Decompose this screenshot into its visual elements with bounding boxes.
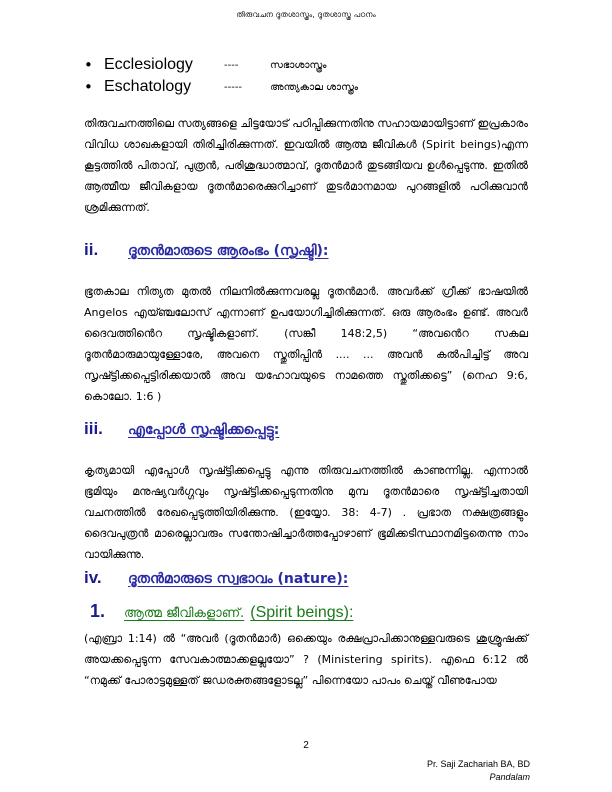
author-name: Pr. Saji Zachariah BA, BD: [426, 759, 530, 769]
list-item: [84, 76, 544, 98]
bullet-definition: അന്ത്യകാല ശാസ്ത്രം: [270, 81, 359, 93]
bullet-term: Ecclesiology: [104, 56, 193, 73]
paragraph-text: (എബ്രാ 1:14) ൽ “അവർ (ദൂതൻമാർ) ഒക്കെയും രക്ഷപ്രാപിക്കാനുള്ളവരുടെ ശുശ്രൂഷക്ക് അയക്കപ്പെടുന്ന സേവകാത്മാക്കളല്ലയോ” ? (Ministering spirits). എഫെ 6:12 ൽ “നമുക്ക് പോരാട്ടമുള്ളത് ജഡരക്തങ്ങളോടല്ല” പിന്നെയോ പാപം ചെയ്ത് വീണുപോയ: [84, 632, 528, 687]
bullet-dash: -----: [224, 81, 243, 93]
section-number: ii.: [84, 240, 99, 259]
paragraph-text: തിരുവചനത്തിലെ സത്യങ്ങളെ ചിട്ടയോട് പഠിപ്പിക്കുന്നതിനു സഹായമായിട്ടാണ് ഇപ്രകാരം വിവിധ ശാഖകളായി തിരിച്ചിരിക്കുന്നത്. ഇവയിൽ ആത്മ ജീവികൾ (Spirit beings)എന്ന കൂട്ടത്തിൽ പിതാവ്, പുത്രൻ, പരിശുദ്ധാത്മാവ്, ദൂതൻമാർ തുടങ്ങിയവ ഉൾപ്പെടുന്നു. ഇതിൽ ആത്മീയ ജീവികളായ ദൂതൻമാരെക്കുറിച്ചാണ് തുടർമാനമായ പുറങ്ങളിൽ പഠിക്കുവാൻ ശ്രമിക്കുന്നത്.: [84, 117, 528, 214]
bullet-term: Eschatology: [104, 78, 192, 95]
running-header: തിരുവചന ദൂതശാസ്ത്രം, ദൂതശാസ്ത്ര പഠനം: [236, 10, 376, 19]
section-number: iii.: [84, 419, 103, 438]
section-title: എപ്പോൾ സൃഷ്ടിക്കപ്പെട്ടു:: [128, 422, 280, 438]
bullet-icon: •: [84, 56, 93, 74]
origin-paragraph: [84, 281, 528, 407]
subsection-number: 1.: [90, 601, 106, 621]
subsection-heading-spirit-beings: [90, 601, 353, 622]
bullet-definition: സഭാശാസ്ത്രം: [270, 59, 327, 71]
section-number: iv.: [84, 568, 102, 587]
section-heading-when-created: [84, 419, 279, 439]
page-number: 2: [303, 740, 309, 751]
spirit-beings-paragraph: [84, 628, 528, 691]
list-item: [84, 54, 544, 76]
bullet-dash: ----: [224, 59, 239, 71]
paragraph-text: കൃത്യമായി എപ്പോൾ സൃഷ്ട്ടിക്കപ്പെട്ടു എന്നു തിരുവചനത്തിൽ കാണുന്നില്ല. എന്നാൽ ഭൂമിയും മനുഷ്യവർഗ്ഗവും സൃഷ്ട്ടിക്കപ്പെടുന്നതിനു മുമ്പ ദൂതൻമാരെ സൃഷ്ട്ടിച്ചതായി വചനത്തിൽ രേഖപ്പെടുത്തിയിരിക്കുന്നു. (ഇയ്യോ. 38: 4-7) . പ്രഭാത നക്ഷത്രങ്ങളും ദൈവപുത്രൻ മാരെല്ലാവരും സന്തോഷിച്ചാർത്തപ്പോഴാണ് ഭൂമിക്കടിസ്ഥാനമിട്ടതെന്നു നാം വായിക്കുന്നു.: [84, 464, 528, 561]
paragraph-text: ഭൂതകാല നിത്യത മുതൽ നിലനിൽക്കുന്നവരല്ല ദൂതൻമാർ. അവർക്ക് ഗ്രീക്ക് ഭാഷയിൽ Angelos എയ്ഞ്ചലോസ് എന്നാണ് ഉപയോഗിച്ചിരിക്കുന്നത്. ഒരു ആരംഭം ഉണ്ട്. അവർ ദൈവത്തിൻെറ സൃഷ്ടികളാണ്. (സങ്കീ 148:2,5) “അവൻെറ സകല ദൂതൻമാരുമായുള്ളോരേ, അവനെ സ്തുതിപ്പിൻ .... ... അവൻ കൽപിച്ചിട്ട് അവ സൃഷ്ട്ടിക്കപ്പെട്ടിരിക്കയാൽ അവ യഹോവയുടെ നാമത്തെ സ്തുതിക്കട്ടെ” (നെഹ 9:6, കൊലോ. 1:6 ): [84, 285, 528, 403]
section-title: ദൂതൻമാരുടെ ആരംഭം (സൃഷ്ടി):: [128, 243, 329, 259]
footer: [427, 758, 530, 784]
section-title: ദൂതൻമാരുടെ സ്വഭാവം (nature):: [128, 571, 349, 587]
subsection-title-malayalam: ആത്മ ജീവികളാണ്.: [124, 606, 245, 621]
section-heading-nature: [84, 568, 348, 588]
when-created-paragraph: [84, 460, 528, 565]
bullet-icon: •: [84, 78, 93, 96]
intro-paragraph: [84, 113, 528, 218]
section-heading-origin: [84, 240, 329, 260]
subsection-title-english: (Spirit beings):: [250, 604, 354, 621]
author-location: Pandalam: [489, 772, 530, 782]
topic-bullet-list: [84, 54, 544, 98]
